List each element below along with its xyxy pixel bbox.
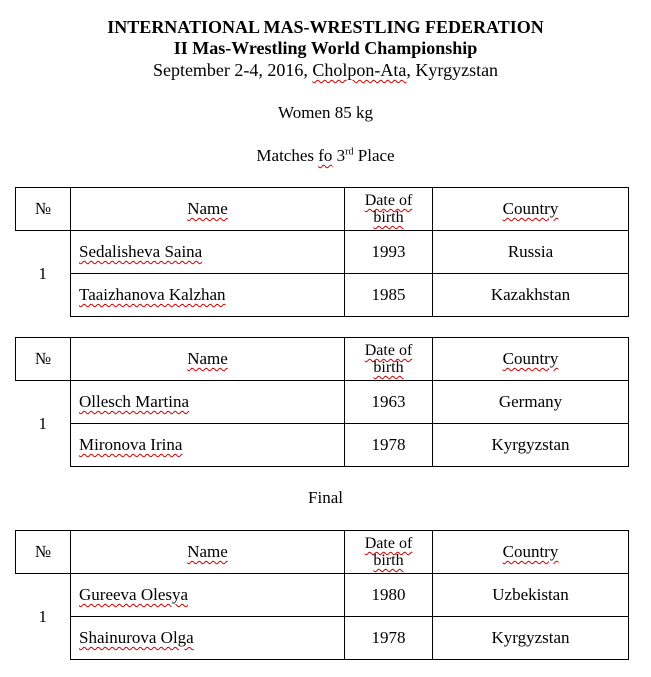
athlete-country: Kyrgyzstan [433, 617, 629, 660]
event-date-place [0, 60, 651, 80]
match-number: 1 [16, 381, 71, 467]
col-header-country: Country [433, 338, 629, 381]
weight-category: Women 85 kg [278, 103, 373, 122]
col-header-dob: Date of birth [345, 188, 433, 231]
athlete-dob: 1978 [345, 424, 433, 467]
event-date: September 2-4, 2016, [152, 60, 313, 80]
athlete-dob: 1980 [345, 574, 433, 617]
athlete-dob: 1985 [345, 274, 433, 317]
athlete-country: Germany [433, 381, 629, 424]
col-header-country: Country [433, 531, 629, 574]
final-heading: Final [308, 488, 343, 507]
event-place-country: , Kyrgyzstan [406, 60, 499, 80]
federation-title: INTERNATIONAL MAS-WRESTLING FEDERATION [107, 17, 544, 37]
col-header-name: Name [71, 188, 345, 231]
athlete-name: Sedalisheva Saina [71, 231, 345, 274]
col-header-number: № [16, 188, 71, 231]
athlete-country: Kazakhstan [433, 274, 629, 317]
col-header-name: Name [71, 531, 345, 574]
athlete-country: Uzbekistan [433, 574, 629, 617]
athlete-dob: 1993 [345, 231, 433, 274]
col-header-dob: Date of birth [345, 531, 433, 574]
table-header-row [16, 338, 629, 381]
athlete-dob: 1963 [345, 381, 433, 424]
championship-title: II Mas-Wrestling World Championship [173, 38, 478, 58]
athlete-name: Ollesch Martina [71, 381, 345, 424]
final-table [15, 530, 629, 660]
athlete-country: Kyrgyzstan [433, 424, 629, 467]
athlete-name: Gureeva Olesya [71, 574, 345, 617]
match-number: 1 [16, 574, 71, 660]
table-row [16, 574, 629, 617]
table-row [16, 381, 629, 424]
athlete-name: Shainurova Olga [71, 617, 345, 660]
athlete-country: Russia [433, 231, 629, 274]
col-header-number: № [16, 338, 71, 381]
third-place-heading: Matches fo 3rd Place [256, 146, 395, 165]
table-row [16, 274, 629, 317]
table-row [16, 617, 629, 660]
match-table-1 [15, 187, 629, 317]
match-table-2 [15, 337, 629, 467]
table-row [16, 231, 629, 274]
match-number: 1 [16, 231, 71, 317]
athlete-name: Mironova Irina [71, 424, 345, 467]
col-header-country: Country [433, 188, 629, 231]
table-row [16, 424, 629, 467]
athlete-dob: 1978 [345, 617, 433, 660]
col-header-name: Name [71, 338, 345, 381]
event-place-city: Cholpon-Ata [312, 60, 407, 80]
col-header-dob: Date of birth [345, 338, 433, 381]
table-header-row [16, 531, 629, 574]
col-header-number: № [16, 531, 71, 574]
table-header-row [16, 188, 629, 231]
athlete-name: Taaizhanova Kalzhan [71, 274, 345, 317]
